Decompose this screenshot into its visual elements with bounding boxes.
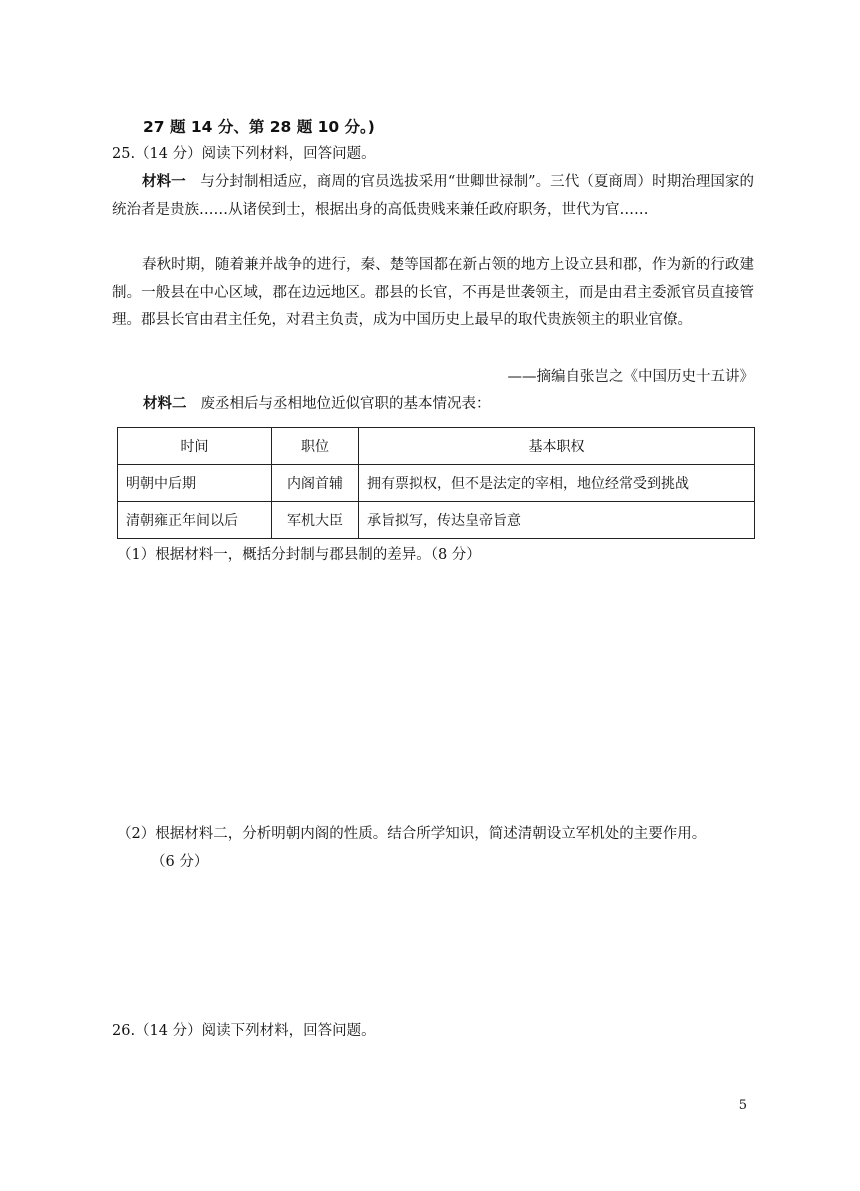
material-1-source: ——摘编自张岂之《中国历史十五讲》 bbox=[507, 369, 754, 385]
table-cell: 内阁首辅 bbox=[272, 465, 359, 502]
material-2-intro bbox=[143, 394, 491, 414]
table-header-cell: 时间 bbox=[118, 428, 272, 465]
material-2-label: 材料二 bbox=[143, 396, 187, 412]
officials-table bbox=[117, 427, 755, 539]
sub-question-2-points: （6 分） bbox=[151, 854, 209, 870]
table-cell: 军机大臣 bbox=[272, 502, 359, 539]
table-header-cell: 职位 bbox=[272, 428, 359, 465]
sub-question-1: （1）根据材料一，概括分封制与郡县制的差异。（8 分） bbox=[117, 547, 481, 563]
question-26-title: 26.（14 分）阅读下列材料，回答问题。 bbox=[112, 1023, 376, 1039]
material-1-label: 材料一 bbox=[142, 174, 186, 190]
material-1-text-1: 与分封制相适应，商周的官员选拔采用“世卿世禄制”。三代（夏商周）时期治理国家的统治者是贵族……从诸侯到士，根据出身的高低贵贱来兼任政府职务，世代为官…… bbox=[112, 174, 755, 218]
material-2-text: 废丞相后与丞相地位近似官职的基本情况表： bbox=[200, 396, 491, 412]
table-cell: 清朝雍正年间以后 bbox=[118, 502, 272, 539]
table-row bbox=[118, 465, 755, 502]
previous-heading-continuation: 27 题 14 分、第 28 题 10 分。) bbox=[143, 118, 375, 136]
table-header-row bbox=[118, 428, 755, 465]
table-header-cell: 基本职权 bbox=[359, 428, 755, 465]
table-row bbox=[118, 502, 755, 539]
question-25-title: 25.（14 分）阅读下列材料，回答问题。 bbox=[112, 146, 376, 162]
page-number: 5 bbox=[738, 1098, 747, 1113]
material-1-paragraph-1 bbox=[112, 169, 754, 224]
material-1-paragraph-2: 春秋时期，随着兼并战争的进行，秦、楚等国都在新占领的地方上设立县和郡，作为新的行政建制。一般县在中心区域，郡在边远地区。郡县的长官，不再是世袭领主，而是由君主委派官员直接管理。郡县长官由君主任免，对君主负责，成为中国历史上最早的取代贵族领主的职业官僚。 bbox=[112, 257, 754, 328]
table-cell: 承旨拟写，传达皇帝旨意 bbox=[359, 502, 755, 539]
table-cell: 拥有票拟权，但不是法定的宰相，地位经常受到挑战 bbox=[359, 465, 755, 502]
table-cell: 明朝中后期 bbox=[118, 465, 272, 502]
sub-question-2: （2）根据材料二，分析明朝内阁的性质。结合所学知识，简述清朝设立军机处的主要作用。 bbox=[117, 826, 707, 842]
